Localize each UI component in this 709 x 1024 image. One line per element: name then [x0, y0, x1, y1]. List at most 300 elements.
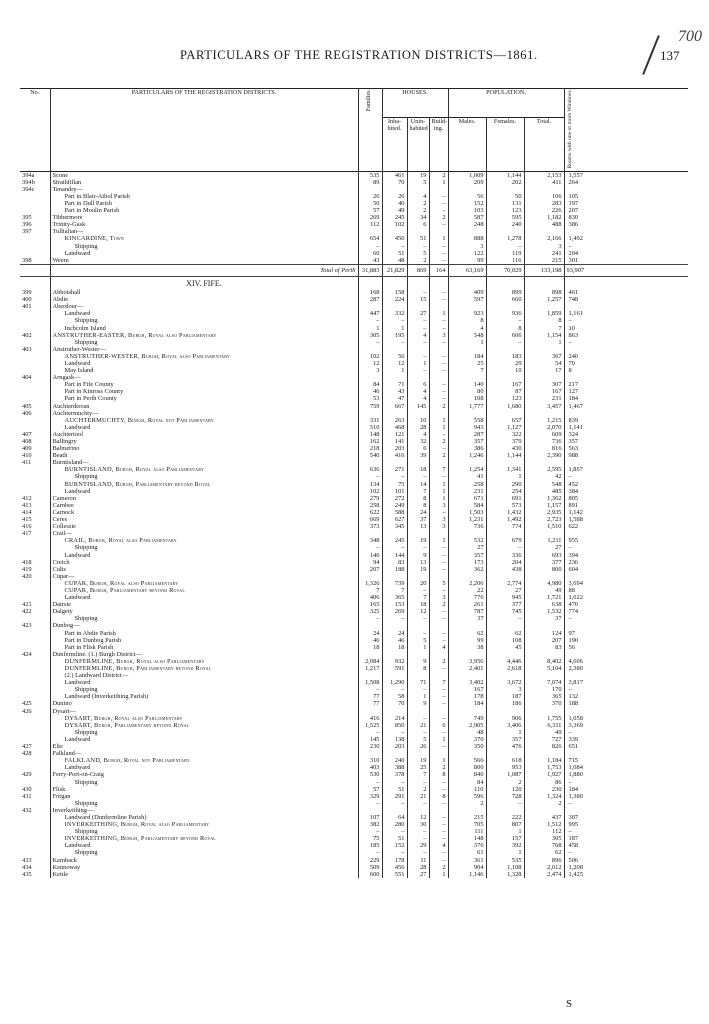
cell-r: 774	[564, 608, 688, 615]
cell-name: Cults	[50, 566, 358, 573]
cell-i: 101	[382, 488, 407, 495]
cell-b: –	[429, 353, 448, 360]
cell-b: –	[429, 296, 448, 303]
cell-no	[20, 686, 50, 693]
table-row	[20, 502, 688, 509]
cell-fe: 1,108	[486, 864, 524, 871]
cell-b: –	[429, 800, 448, 807]
cell-i	[382, 672, 407, 679]
cell-r	[564, 346, 688, 353]
cell-u: –	[407, 544, 429, 551]
cell-no	[20, 644, 50, 651]
cell-t	[524, 530, 564, 537]
cell-t: 548	[524, 481, 564, 488]
cell-i: 178	[382, 857, 407, 864]
cell-f	[358, 228, 382, 235]
cell-fe: 906	[486, 715, 524, 722]
cell-b: –	[429, 200, 448, 207]
cell-name: Tibbermore	[50, 214, 358, 221]
cell-name: Part in Flisk Parish	[50, 644, 358, 651]
cell-name: Part in Perth County	[50, 395, 358, 402]
cell-fe: –	[486, 544, 524, 551]
cell-m	[448, 807, 486, 814]
cell-u	[407, 672, 429, 679]
cell-f: 1,508	[358, 679, 382, 686]
cell-m: 41	[448, 473, 486, 480]
table-row	[20, 228, 688, 235]
cell-i: 1	[382, 325, 407, 332]
cell-name: Shipping	[50, 339, 358, 346]
cell-t: 62	[524, 849, 564, 856]
cell-i: 56	[382, 353, 407, 360]
cell-m: 215	[448, 814, 486, 821]
cell-fe: 1,328	[486, 871, 524, 878]
cell-u	[407, 459, 429, 466]
cell-fe	[486, 651, 524, 658]
cell-t: 124	[524, 630, 564, 637]
cell-r: 461	[564, 289, 688, 296]
cell-t: 170	[524, 686, 564, 693]
cell-b: –	[429, 193, 448, 200]
cell-b: –	[429, 693, 448, 700]
cell-u	[407, 374, 429, 381]
cell-u: 8	[407, 495, 429, 502]
cell-fe: –	[486, 243, 524, 250]
cell-i: –	[382, 828, 407, 835]
table-row	[20, 750, 688, 757]
cell-b	[429, 186, 448, 193]
section-row	[20, 276, 688, 289]
cell-fe: 1	[486, 473, 524, 480]
cell-no: 413	[22, 501, 32, 509]
cell-r	[564, 708, 688, 715]
cell-fe: 392	[486, 842, 524, 849]
cell-u: 30	[407, 821, 429, 828]
cell-i: 49	[382, 207, 407, 214]
cell-u: –	[407, 849, 429, 856]
cell-name: Ballingry	[50, 438, 358, 445]
cell-f: –	[358, 544, 382, 551]
cell-r: 236	[564, 559, 688, 566]
cell-m: 38	[448, 644, 486, 651]
cell-m: 532	[448, 537, 486, 544]
cell-name: Shipping	[50, 686, 358, 693]
cell-r: 88	[564, 587, 688, 594]
cell-name: Landward (Inverkeithing Parish)	[50, 693, 358, 700]
cell-u: –	[407, 615, 429, 622]
cell-u: 6	[407, 221, 429, 228]
cell-t: 49	[524, 587, 564, 594]
table-row	[20, 559, 688, 566]
cell-b: 4	[429, 842, 448, 849]
cell-no: 396	[22, 221, 32, 229]
total-label: Total of Perth	[50, 264, 358, 276]
cell-fe: –	[486, 800, 524, 807]
cell-name: Tenandry—	[50, 186, 358, 193]
cell-t	[524, 459, 564, 466]
cell-t: 6,311	[524, 722, 564, 729]
cell-no	[20, 193, 50, 200]
cell-no	[20, 381, 50, 388]
cell-fe: 595	[486, 214, 524, 221]
cell-m: 25	[448, 360, 486, 367]
cell-fe: 357	[486, 736, 524, 743]
table-row	[20, 481, 688, 488]
cell-name: Landward	[50, 552, 358, 559]
table-row	[20, 466, 688, 473]
cell-i: –	[382, 615, 407, 622]
cell-m: 258	[448, 481, 486, 488]
cell-b: 2	[429, 764, 448, 771]
cell-r: –	[564, 686, 688, 693]
cell-no: 426	[22, 707, 32, 715]
cell-t: 2,390	[524, 452, 564, 459]
cell-i: 551	[382, 871, 407, 878]
cell-m: 705	[448, 821, 486, 828]
cell-i: 7	[382, 587, 407, 594]
cell-i: –	[382, 849, 407, 856]
cell-i	[382, 622, 407, 629]
cell-r: –	[564, 473, 688, 480]
cell-name: Dunbog—	[50, 622, 358, 629]
cell-t	[524, 651, 564, 658]
cell-fe: 157	[486, 835, 524, 842]
cell-b: –	[429, 325, 448, 332]
cell-no	[20, 828, 50, 835]
cell-m: 736	[448, 523, 486, 530]
cell-f: 43	[358, 257, 382, 265]
cell-f: 373	[358, 523, 382, 530]
table-row	[20, 615, 688, 622]
cell-f	[358, 651, 382, 658]
cell-t: 215	[524, 257, 564, 265]
cell-f: 107	[358, 814, 382, 821]
cell-no	[20, 466, 50, 473]
cell-u: 2	[407, 207, 429, 214]
cell-f: –	[358, 779, 382, 786]
cell-t	[524, 303, 564, 310]
cell-name: ANSTRUTHER-EASTER, Burgh, Royal also Parliamentary	[50, 332, 358, 339]
cell-name: Carnbee	[50, 502, 358, 509]
cell-i: 40	[382, 200, 407, 207]
table-row	[20, 325, 688, 332]
table-row	[20, 658, 688, 665]
cell-m: 2,206	[448, 580, 486, 587]
cell-u: 13	[407, 559, 429, 566]
cell-name: Dunino	[50, 700, 358, 707]
cell-i: 291	[382, 793, 407, 800]
cell-f: 669	[358, 516, 382, 523]
cell-no: 422	[22, 608, 32, 616]
cell-r: 70	[564, 360, 688, 367]
table-row	[20, 835, 688, 842]
cell-m: 904	[448, 864, 486, 871]
cell-t: 826	[524, 743, 564, 750]
cell-b: –	[429, 828, 448, 835]
cell-f: 447	[358, 310, 382, 317]
cell-i	[382, 807, 407, 814]
table-row	[20, 431, 688, 438]
cell-name: Landward	[50, 250, 358, 257]
cell-f: 382	[358, 821, 382, 828]
table-row	[20, 665, 688, 672]
cell-u: –	[407, 353, 429, 360]
table-row	[20, 637, 688, 644]
cell-m: 184	[448, 353, 486, 360]
cell-r: –	[564, 243, 688, 250]
cell-no	[20, 587, 50, 594]
cell-f: 7	[358, 587, 382, 594]
cell-no	[20, 207, 50, 214]
col-total: Total.	[524, 117, 564, 171]
cell-i	[382, 228, 407, 235]
cell-i: 43	[382, 388, 407, 395]
cell-fe: 87	[486, 388, 524, 395]
cell-f: 168	[358, 289, 382, 296]
cell-u: 145	[407, 403, 429, 410]
table-row	[20, 250, 688, 257]
cell-fe: 27	[486, 587, 524, 594]
cell-m: 48	[448, 729, 486, 736]
cell-name: Shipping	[50, 729, 358, 736]
cell-b: –	[429, 243, 448, 250]
cell-no: 394a	[22, 171, 35, 179]
cell-fe: 116	[486, 257, 524, 265]
cell-t: 49	[524, 729, 564, 736]
cell-name: Aberdour—	[50, 303, 358, 310]
cell-f: 50	[358, 200, 382, 207]
cell-r: 995	[564, 821, 688, 828]
cell-u: 9	[407, 658, 429, 665]
cell-u: 27	[407, 310, 429, 317]
cell-b: 7	[429, 466, 448, 473]
cell-fe	[486, 622, 524, 629]
cell-t: 437	[524, 814, 564, 821]
cell-b: –	[429, 544, 448, 551]
cell-no	[20, 672, 50, 679]
cell-r: 184	[564, 395, 688, 402]
cell-no: 408	[22, 438, 32, 446]
col-males: Males.	[448, 117, 486, 171]
cell-f: 77	[358, 693, 382, 700]
cell-r: 188	[564, 700, 688, 707]
cell-fe: 945	[486, 594, 524, 601]
table-row	[20, 459, 688, 466]
cell-m: 409	[448, 289, 486, 296]
cell-r: 988	[564, 452, 688, 459]
cell-b: –	[429, 608, 448, 615]
cell-name: Strathfillan	[50, 179, 358, 186]
cell-fe: 1,127	[486, 424, 524, 431]
cell-f: –	[358, 339, 382, 346]
cell-r	[564, 228, 688, 235]
cell-r: –	[564, 779, 688, 786]
table-row	[20, 186, 688, 193]
cell-u: 14	[407, 481, 429, 488]
cell-t: 27	[524, 544, 564, 551]
cell-f	[358, 622, 382, 629]
cell-r	[564, 672, 688, 679]
cell-b	[429, 374, 448, 381]
cell-no: 417	[22, 530, 32, 538]
cell-b: 1	[429, 179, 448, 186]
cell-u: –	[407, 715, 429, 722]
cell-no: 416	[22, 523, 32, 531]
cell-fe: 606	[486, 332, 524, 339]
cell-i: 388	[382, 764, 407, 771]
cell-m	[448, 672, 486, 679]
cell-f: 530	[358, 771, 382, 778]
cell-no: 398	[22, 256, 32, 264]
cell-i: 1	[382, 367, 407, 374]
cell-name: Tullialian—	[50, 228, 358, 235]
cell-u: 5	[407, 736, 429, 743]
table-row	[20, 403, 688, 410]
cell-r: 4,606	[564, 658, 688, 665]
cell-name: Dunfermline. (1.) Burgh District—	[50, 651, 358, 658]
cell-fe: 1	[486, 828, 524, 835]
cell-r: 127	[564, 388, 688, 395]
cell-t: 1,755	[524, 715, 564, 722]
cell-i: 1,290	[382, 679, 407, 686]
cell-r: 339	[564, 736, 688, 743]
table-row	[20, 296, 688, 303]
cell-b: –	[429, 367, 448, 374]
cell-fe: 1,144	[486, 171, 524, 179]
table-row	[20, 842, 688, 849]
cell-t: 17	[524, 367, 564, 374]
cell-no: 411	[22, 459, 32, 467]
cell-f: 185	[358, 842, 382, 849]
cell-no	[20, 580, 50, 587]
table-row	[20, 573, 688, 580]
cell-no: 431	[22, 792, 32, 800]
cell-b	[429, 410, 448, 417]
table-row	[20, 779, 688, 786]
cell-m: 178	[448, 693, 486, 700]
cell-t: 7,074	[524, 679, 564, 686]
cell-u: 19	[407, 757, 429, 764]
cell-r: –	[564, 849, 688, 856]
cell-no	[20, 424, 50, 431]
cell-t	[524, 346, 564, 353]
cell-no	[20, 715, 50, 722]
table-row	[20, 608, 688, 615]
cell-name: Shipping	[50, 544, 358, 551]
cell-t: 2,153	[524, 171, 564, 179]
cell-b: –	[429, 637, 448, 644]
cell-no: 394c	[22, 185, 35, 193]
cell-i: 345	[382, 523, 407, 530]
table-row	[20, 722, 688, 729]
cell-t: 365	[524, 693, 564, 700]
cell-i: 188	[382, 566, 407, 573]
cell-fe: 3,672	[486, 679, 524, 686]
cell-u: 9	[407, 552, 429, 559]
cell-i: 75	[382, 481, 407, 488]
cell-f	[358, 708, 382, 715]
cell-u: 7	[407, 488, 429, 495]
cell-name: Landward (Dunfermline Parish)	[50, 814, 358, 821]
cell-m	[448, 459, 486, 466]
cell-name: Part in Dull Parish	[50, 200, 358, 207]
cell-f: 89	[358, 179, 382, 186]
cell-r: 105	[564, 193, 688, 200]
cell-t	[524, 573, 564, 580]
cell-fe: 167	[486, 381, 524, 388]
cell-no: 430	[22, 785, 32, 793]
cell-fe: 2,774	[486, 580, 524, 587]
cell-u: 6	[407, 381, 429, 388]
cell-f: 535	[358, 171, 382, 179]
cell-t: 1,927	[524, 771, 564, 778]
cell-b: –	[429, 814, 448, 821]
cell-r: 386	[564, 221, 688, 228]
cell-u: 24	[407, 509, 429, 516]
cell-no	[20, 835, 50, 842]
cell-i	[382, 708, 407, 715]
cell-f: 258	[358, 502, 382, 509]
cell-r: 240	[564, 353, 688, 360]
cell-i: 102	[382, 221, 407, 228]
cell-r: 204	[564, 250, 688, 257]
table-row	[20, 317, 688, 324]
cell-name: FALKLAND, Burgh, Royal not Parliamentary	[50, 757, 358, 764]
cell-fe: –	[486, 317, 524, 324]
table-row	[20, 179, 688, 186]
cell-no	[20, 388, 50, 395]
cell-r: 264	[564, 179, 688, 186]
table-row	[20, 871, 688, 878]
cell-m: 152	[448, 200, 486, 207]
cell-name: Collessie	[50, 523, 358, 530]
table-row	[20, 587, 688, 594]
cell-t: 112	[524, 828, 564, 835]
cell-b: 2	[429, 864, 448, 871]
page-number: 137	[660, 48, 680, 63]
cell-t: 2,070	[524, 424, 564, 431]
cell-name: Part in Blair-Athol Parish	[50, 193, 358, 200]
cell-m: 261	[448, 601, 486, 608]
cell-name: Shipping	[50, 243, 358, 250]
cell-name: DUNFERMLINE, Burgh, Parliamentary beyond Royal	[50, 665, 358, 672]
table-row	[20, 488, 688, 495]
cell-i	[382, 346, 407, 353]
cell-m: 108	[448, 395, 486, 402]
cell-u: 37	[407, 516, 429, 523]
cell-fe	[486, 186, 524, 193]
cell-no: 406	[22, 409, 32, 417]
cell-i	[382, 750, 407, 757]
cell-b: –	[429, 289, 448, 296]
cell-b: 1	[429, 537, 448, 544]
cell-f: –	[358, 800, 382, 807]
cell-r	[564, 622, 688, 629]
cell-t	[524, 807, 564, 814]
cell-u: 19	[407, 566, 429, 573]
cell-m: 84	[448, 779, 486, 786]
cell-m: 558	[448, 417, 486, 424]
cell-f: 24	[358, 630, 382, 637]
cell-no: 435	[22, 870, 32, 878]
cell-i: 332	[382, 310, 407, 317]
cell-b: –	[429, 630, 448, 637]
cell-no	[20, 488, 50, 495]
cell-b: 1	[429, 757, 448, 764]
cell-b: –	[429, 779, 448, 786]
cell-f	[358, 410, 382, 417]
table-row	[20, 807, 688, 814]
